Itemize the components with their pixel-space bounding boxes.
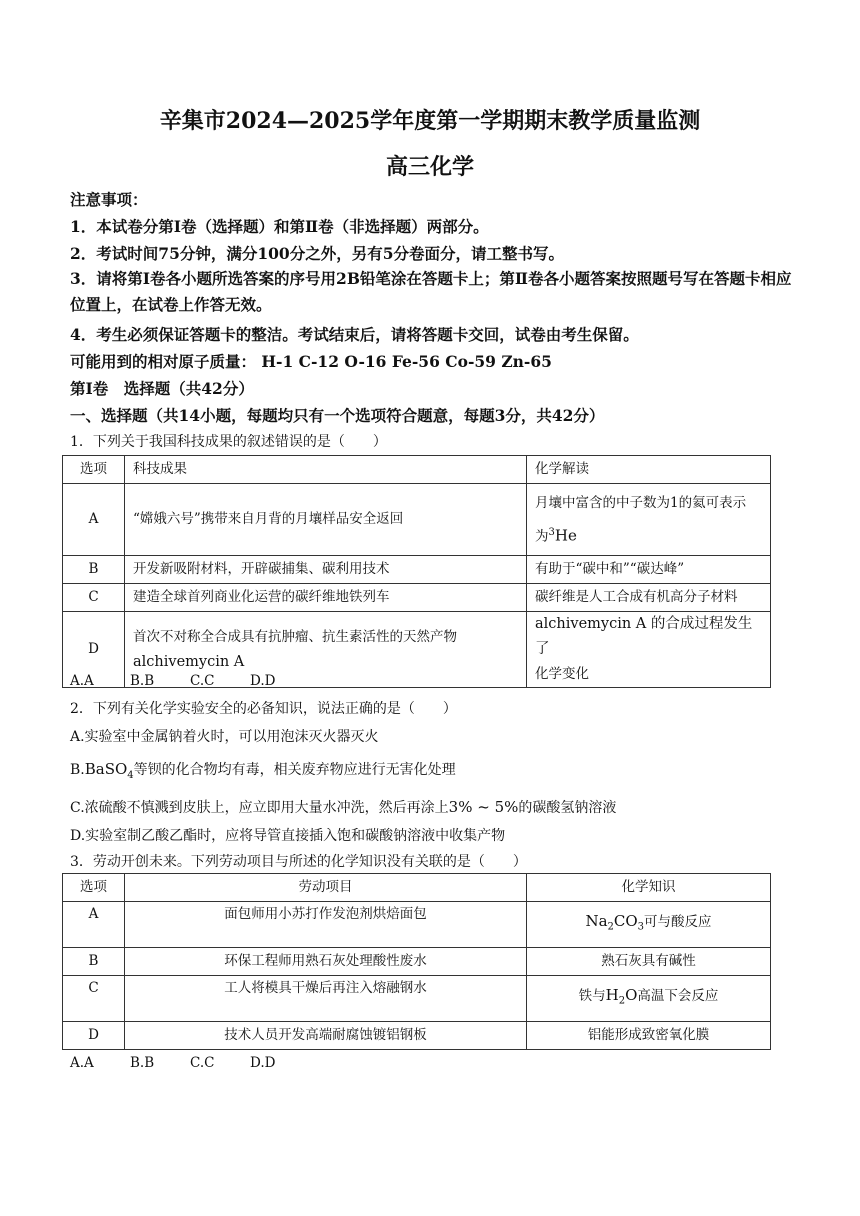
q3-row-c-knowledge-suffix: 高温下会反应 bbox=[637, 988, 719, 1005]
section-heading: 一、选择题（共14小题，每题均只有一个选项符合题意，每题3分，共42分） bbox=[70, 406, 605, 425]
q1-row-d-achievement-line1: 首次不对称全合成具有抗肿瘤、抗生素活性的天然产物 bbox=[133, 628, 457, 645]
q2-stem: 2．下列有关化学实验安全的必备知识，说法正确的是（ ） bbox=[70, 701, 457, 717]
q1-row-c-option: C bbox=[63, 584, 125, 612]
q1-row-d-interp-line2: 化学变化 bbox=[535, 666, 589, 682]
q2-option-a: A.实验室中金属钠着火时，可以用泡沫灭火器灭火 bbox=[70, 729, 379, 745]
q3-row-b-project: 环保工程师用熟石灰处理酸性废水 bbox=[125, 948, 527, 976]
q3-choices bbox=[70, 1055, 310, 1071]
sodium-symbol: Na bbox=[585, 912, 608, 931]
q3-header-knowledge: 化学知识 bbox=[527, 874, 771, 902]
concentration-range: 3% ~ 5% bbox=[448, 798, 519, 816]
q3-row-c-option: C bbox=[63, 976, 125, 1022]
q1-row-a-interpretation bbox=[527, 484, 771, 556]
notice-item-4: 4．考生必须保证答题卡的整洁。考试结束后，请将答题卡交回，试卷由考生保留。 bbox=[70, 325, 639, 344]
q1-stem: 1．下列关于我国科技成果的叙述错误的是（ ） bbox=[70, 434, 387, 450]
q3-row-d-knowledge: 铝能形成致密氧化膜 bbox=[527, 1022, 771, 1050]
exam-subject: 高三化学 bbox=[385, 154, 474, 180]
q1-choice-d: D.D bbox=[250, 673, 276, 689]
carbonate-symbol: CO bbox=[613, 912, 638, 931]
q3-row-d-project: 技术人员开发高端耐腐蚀镀铝钢板 bbox=[125, 1022, 527, 1050]
part-heading: 第Ⅰ卷 选择题（共42分） bbox=[70, 379, 254, 398]
q1-row-a-option: A bbox=[63, 484, 125, 556]
q1-row-a-interp-prefix: 为 bbox=[535, 528, 549, 545]
q3-table bbox=[62, 873, 771, 1050]
q3-row-c-knowledge-prefix: 铁与 bbox=[578, 988, 606, 1005]
q3-choice-a: A.A bbox=[70, 1055, 94, 1071]
helium-mass-number: 3 bbox=[548, 526, 555, 538]
q3-row-d-option: D bbox=[63, 1022, 125, 1050]
atomic-masses: 可能用到的相对原子质量： H-1 C-12 O-16 Fe-56 Co-59 Zn-65 bbox=[70, 352, 552, 371]
q1-choice-c: C.C bbox=[190, 673, 215, 689]
q2-option-b bbox=[70, 759, 456, 781]
q1-header-achievement: 科技成果 bbox=[125, 456, 527, 484]
oxygen-symbol: O bbox=[625, 986, 638, 1005]
q2-option-c bbox=[70, 797, 616, 817]
carbonate-subscript: 3 bbox=[637, 921, 645, 933]
q3-row-a-knowledge bbox=[527, 902, 771, 948]
q1-choice-b: B.B bbox=[130, 673, 155, 689]
q2-option-b-text: 等钡的化合物均有毒，相关废弃物应进行无害化处理 bbox=[133, 762, 456, 778]
helium-symbol: He bbox=[554, 526, 577, 545]
q1-row-b-achievement: 开发新吸附材料，开辟碳捕集、碳利用技术 bbox=[125, 556, 527, 584]
q1-row-c-interpretation: 碳纤维是人工合成有机高分子材料 bbox=[527, 584, 771, 612]
q1-row-c-achievement: 建造全球首列商业化运营的碳纤维地铁列车 bbox=[125, 584, 527, 612]
q1-row-d-interp-line1: alchivemycin A 的合成过程发生了 bbox=[535, 616, 753, 657]
exam-title: 辛集市2024—2025学年度第一学期期末教学质量监测 bbox=[159, 108, 701, 134]
notice-item-3: 3．请将第Ⅰ卷各小题所选答案的序号用2B铅笔涂在答题卡上；第Ⅱ卷各小题答案按照题号写在答题卡相应位置上，在试卷上作答无效。 bbox=[70, 269, 792, 314]
q2-option-d: D.实验室制乙酸乙酯时，应将导管直接插入饱和碳酸钠溶液中收集产物 bbox=[70, 828, 506, 844]
q1-row-d-achievement-line2: alchivemycin A bbox=[133, 653, 245, 670]
q1-row-b-option: B bbox=[63, 556, 125, 584]
q1-row-b-interpretation: 有助于“碳中和”“碳达峰” bbox=[527, 556, 771, 584]
q2-option-b-label: B. bbox=[70, 762, 85, 778]
q1-header-interpretation: 化学解读 bbox=[527, 456, 771, 484]
q1-row-a-interp-line1: 月壤中富含的中子数为1的氦可表示 bbox=[535, 494, 747, 511]
barium-sulfate-formula: BaSO bbox=[84, 760, 128, 778]
q1-row-a-achievement: “嫦娥六号”携带来自月背的月壤样品安全返回 bbox=[125, 484, 527, 556]
sodium-subscript: 2 bbox=[607, 921, 614, 933]
q3-row-c-project: 工人将模具干燥后再注入熔融钢水 bbox=[125, 976, 527, 1022]
barium-sulfate-subscript: 4 bbox=[127, 769, 134, 781]
q1-row-d-option: D bbox=[63, 612, 125, 688]
q3-choice-c: C.C bbox=[190, 1055, 215, 1071]
q2-option-c-text: C.浓硫酸不慎溅到皮肤上，应立即用大量水冲洗，然后再涂上 bbox=[70, 800, 449, 816]
q3-row-c-knowledge bbox=[527, 976, 771, 1022]
q3-row-a-knowledge-text: 可与酸反应 bbox=[644, 914, 712, 931]
q3-choice-d: D.D bbox=[250, 1055, 276, 1071]
q2-option-c-suffix: 的碳酸氢钠溶液 bbox=[518, 800, 617, 816]
q3-stem: 3．劳动开创未来。下列劳动项目与所述的化学知识没有关联的是（ ） bbox=[70, 854, 527, 870]
q1-choices bbox=[70, 673, 310, 689]
q1-row-a-interp-line2 bbox=[535, 518, 762, 552]
q1-row-d-interpretation bbox=[527, 612, 771, 688]
q1-header-option: 选项 bbox=[63, 456, 125, 484]
notice-item-1: 1．本试卷分第Ⅰ卷（选择题）和第Ⅱ卷（非选择题）两部分。 bbox=[70, 217, 489, 236]
q1-choice-a: A.A bbox=[70, 673, 94, 689]
q3-row-b-knowledge: 熟石灰具有碱性 bbox=[527, 948, 771, 976]
hydrogen-symbol: H bbox=[605, 986, 619, 1005]
q3-header-project: 劳动项目 bbox=[125, 874, 527, 902]
q3-row-b-option: B bbox=[63, 948, 125, 976]
q3-row-a-option: A bbox=[63, 902, 125, 948]
q3-header-option: 选项 bbox=[63, 874, 125, 902]
q1-table bbox=[62, 455, 771, 688]
q3-row-a-project: 面包师用小苏打作发泡剂烘焙面包 bbox=[125, 902, 527, 948]
notice-item-2: 2．考试时间75分钟，满分100分之外，另有5分卷面分，请工整书写。 bbox=[70, 244, 564, 263]
hydrogen-subscript: 2 bbox=[618, 995, 626, 1007]
q3-choice-b: B.B bbox=[130, 1055, 155, 1071]
notice-heading: 注意事项： bbox=[70, 190, 148, 209]
